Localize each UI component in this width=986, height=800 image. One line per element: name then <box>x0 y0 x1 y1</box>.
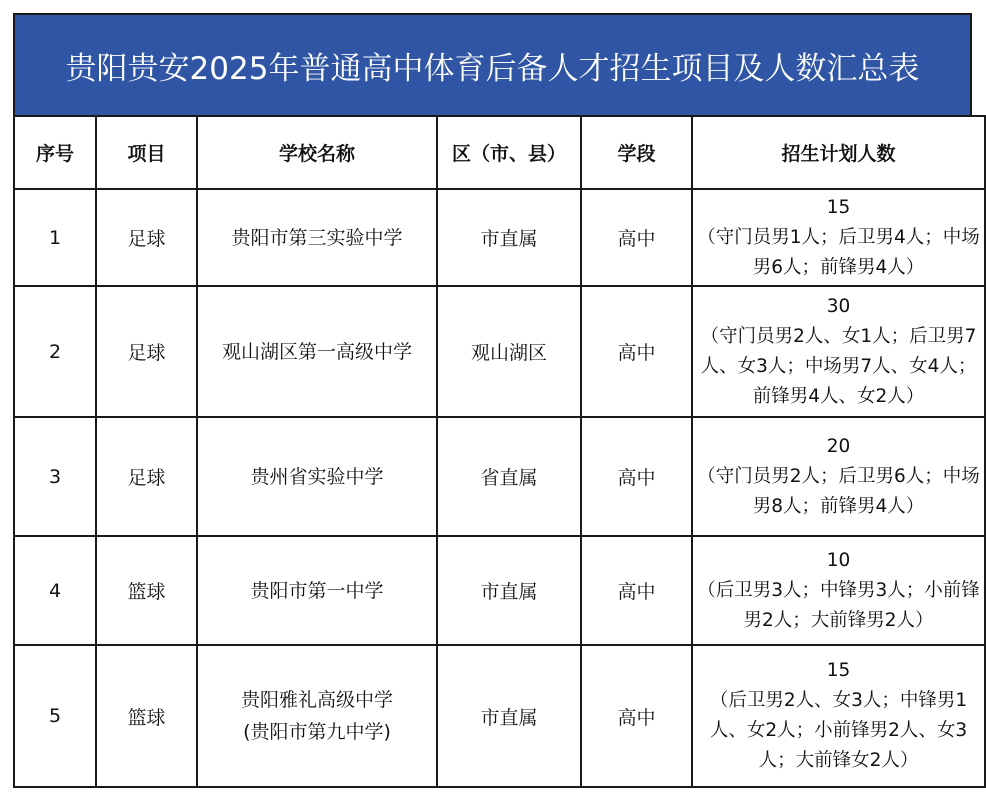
school-name: 贵州省实验中学 <box>250 465 384 488</box>
cell-stage: 高中 <box>581 417 692 536</box>
column-header-stage: 学段 <box>581 116 692 189</box>
school-name: 贵阳雅礼高级中学 <box>240 689 393 711</box>
cell-plan <box>692 286 985 417</box>
cell-number: 2 <box>14 286 96 417</box>
table-header-row <box>14 116 985 189</box>
plan-detail: （守门员男2人；后卫男6人；中场男8人；前锋男4人） <box>697 465 980 517</box>
cell-district: 市直属 <box>437 645 581 787</box>
column-header-district: 区（市、县） <box>437 116 581 189</box>
school-name: 贵阳市第一中学 <box>250 579 384 602</box>
plan-total: 15 <box>826 196 851 218</box>
column-header-number: 序号 <box>14 116 96 189</box>
cell-school <box>197 189 437 286</box>
cell-number: 4 <box>14 536 96 645</box>
cell-sport: 足球 <box>96 286 197 417</box>
plan-total: 20 <box>826 435 851 457</box>
cell-plan <box>692 645 985 787</box>
plan-total: 30 <box>826 295 851 317</box>
cell-stage: 高中 <box>581 286 692 417</box>
cell-number: 5 <box>14 645 96 787</box>
cell-district: 观山湖区 <box>437 286 581 417</box>
cell-sport: 篮球 <box>96 645 197 787</box>
cell-school <box>197 417 437 536</box>
enrollment-table <box>13 115 986 788</box>
table-row <box>14 286 985 417</box>
column-header-sport: 项目 <box>96 116 197 189</box>
cell-plan <box>692 536 985 645</box>
cell-number: 1 <box>14 189 96 286</box>
cell-school <box>197 645 437 787</box>
cell-plan <box>692 417 985 536</box>
plan-detail: （守门员男1人；后卫男4人；中场男6人；前锋男4人） <box>697 226 980 278</box>
cell-sport: 足球 <box>96 189 197 286</box>
cell-district: 市直属 <box>437 536 581 645</box>
plan-total: 10 <box>826 549 851 571</box>
table-row <box>14 189 985 286</box>
school-alias: (贵阳市第九中学) <box>243 721 391 743</box>
cell-sport: 足球 <box>96 417 197 536</box>
table-row <box>14 417 985 536</box>
column-header-school: 学校名称 <box>197 116 437 189</box>
cell-district: 省直属 <box>437 417 581 536</box>
plan-detail: （后卫男2人、女3人；中锋男1人、女2人；小前锋男2人、女3人；大前锋女2人） <box>709 690 968 771</box>
plan-detail: （后卫男3人；中锋男3人；小前锋男2人；大前锋男2人） <box>697 579 980 631</box>
cell-plan <box>692 189 985 286</box>
cell-number: 3 <box>14 417 96 536</box>
school-name: 观山湖区第一高级中学 <box>221 340 412 363</box>
column-header-plan: 招生计划人数 <box>692 116 985 189</box>
plan-detail: （守门员男2人、女1人；后卫男7人、女3人；中场男7人、女4人；前锋男4人、女2人） <box>700 325 977 407</box>
summary-sheet <box>13 13 980 788</box>
table-row <box>14 645 985 787</box>
document-title: 贵阳贵安2025年普通高中体育后备人才招生项目及人数汇总表 <box>13 13 972 115</box>
school-name: 贵阳市第三实验中学 <box>231 226 403 249</box>
cell-stage: 高中 <box>581 189 692 286</box>
cell-school <box>197 286 437 417</box>
cell-stage: 高中 <box>581 645 692 787</box>
plan-total: 15 <box>826 660 851 681</box>
cell-district: 市直属 <box>437 189 581 286</box>
cell-stage: 高中 <box>581 536 692 645</box>
cell-sport: 篮球 <box>96 536 197 645</box>
cell-school <box>197 536 437 645</box>
table-row <box>14 536 985 645</box>
